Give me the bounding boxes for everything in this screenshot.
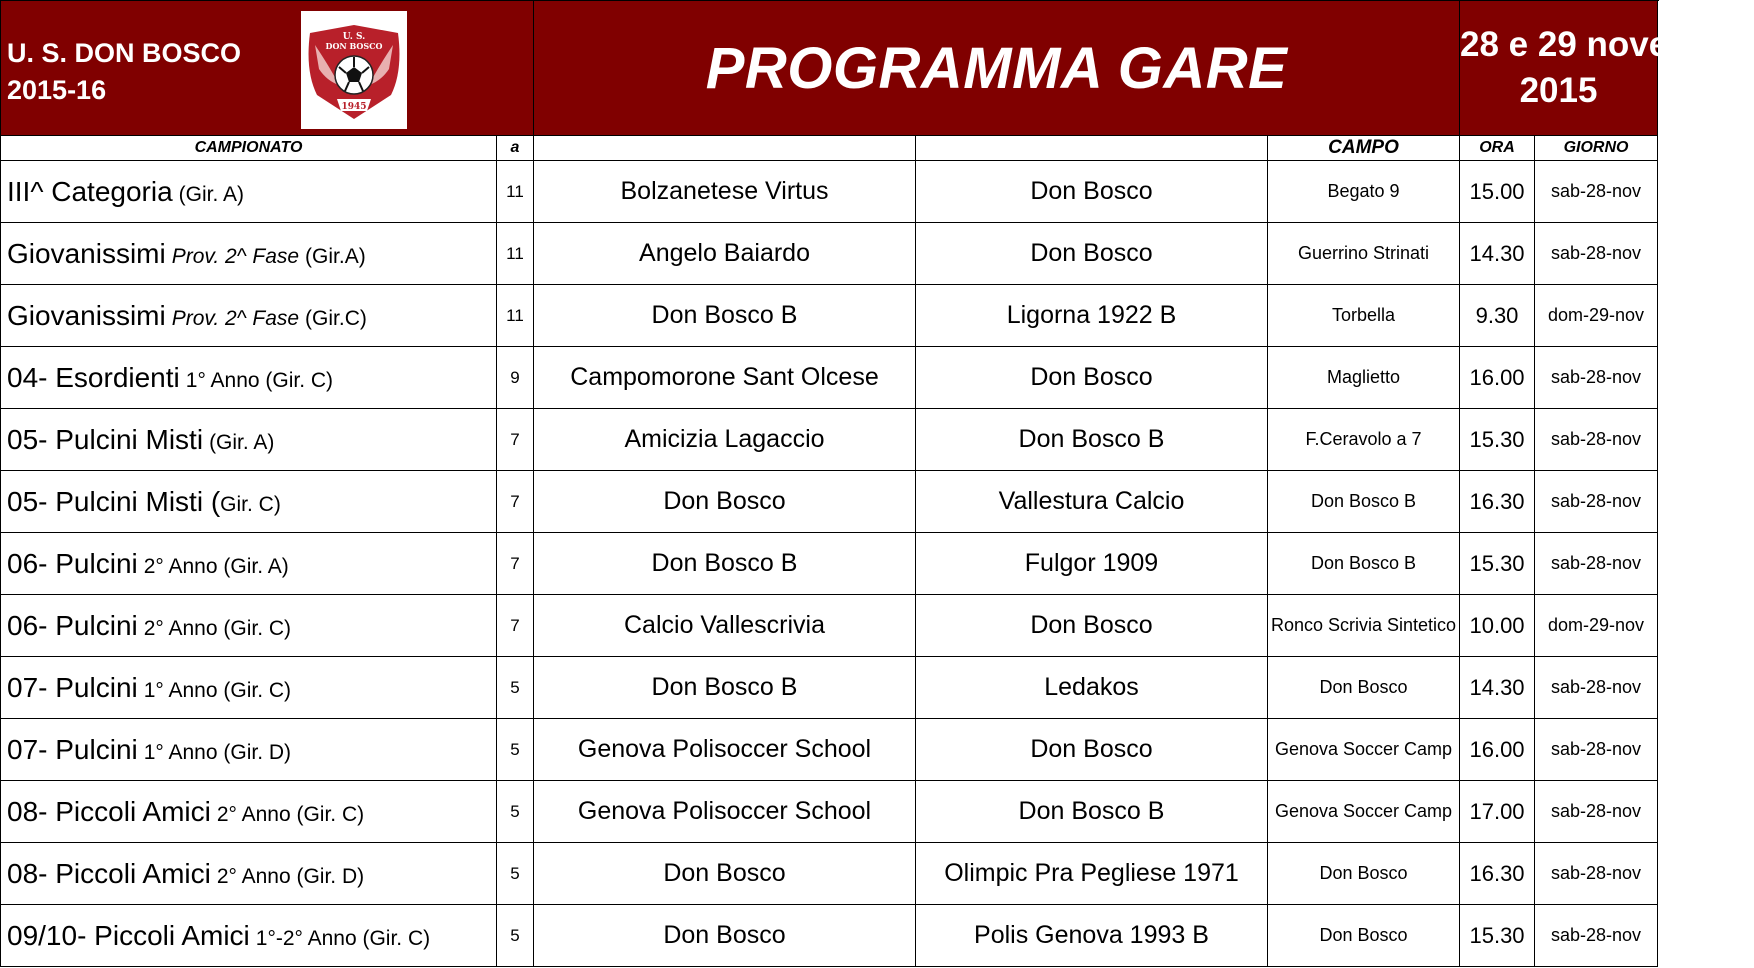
campionato-main: 06- Pulcini [7, 609, 138, 641]
campionato-group: 1° Anno (Gir. C) [143, 678, 292, 702]
campionato-cell [1, 409, 497, 471]
campionato-main: 05- Pulcini Misti [7, 423, 204, 455]
campo-cell: Don Bosco [1268, 905, 1460, 967]
date-line-1: 28 e 29 novembre [1460, 25, 1754, 64]
ora-cell: 15.30 [1460, 905, 1535, 967]
column-header-row [1, 136, 1658, 161]
campionato-group: (Gir.C) [305, 306, 367, 330]
campionato-group: 1° Anno (Gir. D) [143, 740, 292, 764]
away-team-cell: Don Bosco [916, 347, 1268, 409]
home-team-cell: Don Bosco B [534, 533, 916, 595]
col-ora: ORA [1460, 136, 1535, 161]
ora-cell: 17.00 [1460, 781, 1535, 843]
home-team-cell: Campomorone Sant Olcese [534, 347, 916, 409]
away-team-cell: Don Bosco [916, 595, 1268, 657]
home-team-cell: Don Bosco [534, 843, 916, 905]
match-row [1, 409, 1658, 471]
header-row [1, 1, 1658, 136]
campionato-group: (Gir. A) [209, 430, 275, 454]
giorno-cell: sab-28-nov [1535, 719, 1658, 781]
campo-cell: Genova Soccer Camp [1268, 719, 1460, 781]
col-home [534, 136, 916, 161]
campionato-note: Prov. 2^ Fase [171, 306, 300, 330]
match-row [1, 347, 1658, 409]
giorno-cell: sab-28-nov [1535, 223, 1658, 285]
campionato-group: (Gir.A) [305, 244, 366, 268]
campionato-main: III^ Categoria [7, 175, 173, 207]
campionato-main: 08- Piccoli Amici [7, 795, 211, 827]
giorno-cell: dom-29-nov [1535, 285, 1658, 347]
home-team-cell: Don Bosco B [534, 657, 916, 719]
campionato-main: 07- Pulcini [7, 671, 138, 703]
campionato-cell [1, 161, 497, 223]
round-cell: 7 [497, 533, 534, 595]
campo-cell: Don Bosco B [1268, 533, 1460, 595]
campionato-main: 05- Pulcini Misti ( [7, 485, 221, 517]
home-team-cell: Don Bosco B [534, 285, 916, 347]
match-row [1, 223, 1658, 285]
match-row [1, 533, 1658, 595]
campionato-main: Giovanissimi [7, 237, 166, 269]
round-cell: 11 [497, 161, 534, 223]
giorno-cell: sab-28-nov [1535, 409, 1658, 471]
ora-cell: 15.30 [1460, 533, 1535, 595]
col-giorno: GIORNO [1535, 136, 1658, 161]
campionato-cell [1, 533, 497, 595]
campionato-group: 2° Anno (Gir. C) [216, 802, 365, 826]
season: 2015-16 [7, 75, 107, 105]
campo-cell: Don Bosco [1268, 657, 1460, 719]
home-team-cell: Calcio Vallescrivia [534, 595, 916, 657]
campo-cell: Begato 9 [1268, 161, 1460, 223]
ora-cell: 10.00 [1460, 595, 1535, 657]
away-team-cell: Olimpic Pra Pegliese 1971 [916, 843, 1268, 905]
giorno-cell: sab-28-nov [1535, 161, 1658, 223]
campionato-group: 1°-2° Anno (Gir. C) [255, 926, 431, 950]
ora-cell: 16.00 [1460, 719, 1535, 781]
club-name: U. S. DON BOSCO [7, 38, 242, 68]
campionato-cell [1, 223, 497, 285]
campionato-cell [1, 347, 497, 409]
match-row [1, 905, 1658, 967]
away-team-cell: Fulgor 1909 [916, 533, 1268, 595]
col-campionato: CAMPIONATO [1, 136, 497, 161]
col-campo: CAMPO [1268, 136, 1460, 161]
campionato-cell [1, 719, 497, 781]
giorno-cell: sab-28-nov [1535, 905, 1658, 967]
campionato-group: Gir. C) [220, 492, 281, 516]
campionato-cell [1, 657, 497, 719]
round-cell: 5 [497, 905, 534, 967]
round-cell: 9 [497, 347, 534, 409]
campionato-group: 1° Anno (Gir. C) [185, 368, 334, 392]
match-row [1, 719, 1658, 781]
campionato-main: 08- Piccoli Amici [7, 857, 211, 889]
col-a: a [497, 136, 534, 161]
logo-text-name: DON BOSCO [325, 41, 383, 51]
campionato-cell [1, 781, 497, 843]
round-cell: 5 [497, 843, 534, 905]
away-team-cell: Ligorna 1922 B [916, 285, 1268, 347]
match-row [1, 471, 1658, 533]
round-cell: 5 [497, 719, 534, 781]
club-cell [1, 1, 534, 136]
logo-year: 1945 [341, 102, 367, 112]
away-team-cell: Polis Genova 1993 B [916, 905, 1268, 967]
campo-cell: Don Bosco B [1268, 471, 1460, 533]
campo-cell: Ronco Scrivia Sintetico [1268, 595, 1460, 657]
ora-cell: 16.30 [1460, 843, 1535, 905]
campionato-main: 09/10- Piccoli Amici [7, 919, 250, 951]
campionato-group: 2° Anno (Gir. C) [143, 616, 292, 640]
col-away [916, 136, 1268, 161]
away-team-cell: Vallestura Calcio [916, 471, 1268, 533]
home-team-cell: Amicizia Lagaccio [534, 409, 916, 471]
giorno-cell: sab-28-nov [1535, 347, 1658, 409]
logo-text-top: U. S. [342, 32, 366, 42]
round-cell: 5 [497, 781, 534, 843]
ora-cell: 15.00 [1460, 161, 1535, 223]
campo-cell: Guerrino Strinati [1268, 223, 1460, 285]
campionato-main: 04- Esordienti [7, 361, 180, 393]
campionato-main: 07- Pulcini [7, 733, 138, 765]
campo-cell: Torbella [1268, 285, 1460, 347]
campionato-cell [1, 285, 497, 347]
page-title: PROGRAMMA GARE [534, 1, 1460, 136]
campo-cell: Genova Soccer Camp [1268, 781, 1460, 843]
home-team-cell: Don Bosco [534, 471, 916, 533]
campo-cell: Maglietto [1268, 347, 1460, 409]
campionato-main: Giovanissimi [7, 299, 166, 331]
round-cell: 7 [497, 471, 534, 533]
round-cell: 11 [497, 223, 534, 285]
giorno-cell: sab-28-nov [1535, 843, 1658, 905]
match-row [1, 781, 1658, 843]
ora-cell: 16.30 [1460, 471, 1535, 533]
match-row [1, 657, 1658, 719]
campo-cell: Don Bosco [1268, 843, 1460, 905]
date-cell [1460, 1, 1754, 136]
ora-cell: 14.30 [1460, 657, 1535, 719]
campo-cell: F.Ceravolo a 7 [1268, 409, 1460, 471]
campionato-main: 06- Pulcini [7, 547, 138, 579]
match-row [1, 161, 1658, 223]
club-text [7, 35, 241, 109]
schedule-rows [1, 161, 1658, 967]
round-cell: 11 [497, 285, 534, 347]
match-row [1, 595, 1658, 657]
match-row [1, 843, 1658, 905]
giorno-cell: sab-28-nov [1535, 781, 1658, 843]
away-team-cell: Don Bosco B [916, 781, 1268, 843]
club-logo [301, 11, 407, 129]
giorno-cell: sab-28-nov [1535, 533, 1658, 595]
campionato-cell [1, 905, 497, 967]
giorno-cell: sab-28-nov [1535, 471, 1658, 533]
giorno-cell: dom-29-nov [1535, 595, 1658, 657]
campionato-group: 2° Anno (Gir. A) [143, 554, 289, 578]
home-team-cell: Bolzanetese Virtus [534, 161, 916, 223]
round-cell: 7 [497, 409, 534, 471]
home-team-cell: Don Bosco [534, 905, 916, 967]
campionato-cell [1, 843, 497, 905]
away-team-cell: Don Bosco B [916, 409, 1268, 471]
home-team-cell: Genova Polisoccer School [534, 781, 916, 843]
campionato-cell [1, 595, 497, 657]
round-cell: 5 [497, 657, 534, 719]
away-team-cell: Don Bosco [916, 161, 1268, 223]
away-team-cell: Don Bosco [916, 223, 1268, 285]
giorno-cell: sab-28-nov [1535, 657, 1658, 719]
ora-cell: 9.30 [1460, 285, 1535, 347]
campionato-group: (Gir. A) [178, 182, 245, 206]
away-team-cell: Don Bosco [916, 719, 1268, 781]
round-cell: 7 [497, 595, 534, 657]
away-team-cell: Ledakos [916, 657, 1268, 719]
ora-cell: 16.00 [1460, 347, 1535, 409]
home-team-cell: Genova Polisoccer School [534, 719, 916, 781]
campionato-group: 2° Anno (Gir. D) [216, 864, 365, 888]
ora-cell: 14.30 [1460, 223, 1535, 285]
campionato-cell [1, 471, 497, 533]
home-team-cell: Angelo Baiardo [534, 223, 916, 285]
ora-cell: 15.30 [1460, 409, 1535, 471]
match-row [1, 285, 1658, 347]
date-line-2: 2015 [1519, 71, 1598, 110]
campionato-note: Prov. 2^ Fase [171, 244, 300, 268]
